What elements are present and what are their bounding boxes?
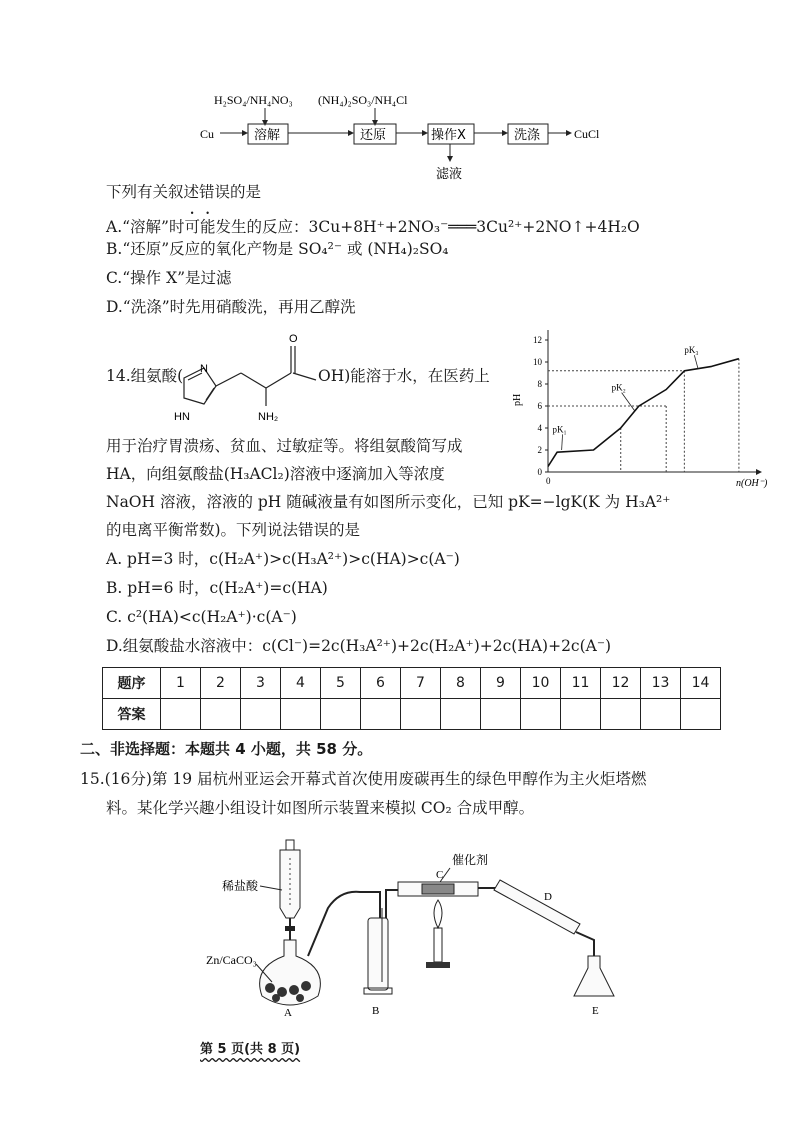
chart-annotation: pK₁ (552, 424, 567, 435)
answer-table-label-answer: 答案 (103, 699, 161, 730)
answer-cell[interactable] (241, 699, 281, 730)
q14-option-d: D.组氨酸盐水溶液中：c(Cl⁻)=2c(H₃A²⁺)+2c(H₂A⁺)+2c(HA)+2c(A⁻) (106, 637, 612, 655)
answer-cell[interactable] (521, 699, 561, 730)
apparatus-diagram (200, 828, 630, 1018)
flow-step1: 溶解 (254, 128, 281, 143)
chart-y-tick-label: 2 (537, 445, 542, 455)
flow-reagent2: (NH₄)₂SO₃/NH₄Cl (318, 93, 408, 107)
answer-num: 4 (281, 668, 321, 699)
answer-num: 10 (521, 668, 561, 699)
answer-cell[interactable] (321, 699, 361, 730)
flow-step4: 洗涤 (514, 128, 541, 143)
mol-nh2: NH₂ (258, 411, 279, 423)
answer-num: 2 (201, 668, 241, 699)
answer-cell[interactable] (561, 699, 601, 730)
flow-step3: 操作X (431, 128, 466, 143)
answer-num: 8 (441, 668, 481, 699)
answer-table-header-row (103, 668, 721, 699)
q13-a-post: 发生的反应：3Cu+8H⁺+2NO₃⁻═══3Cu²⁺+2NO↑+4H₂O (215, 218, 640, 236)
q13-option-b: B.“还原”反应的氧化产物是 SO₄²⁻ 或 (NH₄)₂SO₄ (106, 240, 449, 258)
answer-cell[interactable] (161, 699, 201, 730)
chart-annotation-pointer (622, 393, 635, 411)
chart-y-tick-label: 4 (537, 423, 542, 433)
ph-titration-chart (508, 330, 768, 500)
q14-intro-pre: 14.组氨酸( (106, 367, 184, 385)
answer-num: 1 (161, 668, 201, 699)
flow-start: Cu (200, 127, 215, 141)
q13-stem: 下列有关叙述错误的是 (106, 183, 262, 201)
answer-num: 3 (241, 668, 281, 699)
answer-cell[interactable] (481, 699, 521, 730)
answer-num: 6 (361, 668, 401, 699)
answer-cell[interactable] (281, 699, 321, 730)
answer-num: 14 (681, 668, 721, 699)
label-e: E (592, 1005, 599, 1017)
label-acid: 稀盐酸 (222, 879, 259, 893)
answer-cell[interactable] (641, 699, 681, 730)
label-c: C (436, 869, 444, 881)
mol-hn: HN (174, 411, 190, 423)
section2-heading: 二、非选择题：本题共 4 小题，共 58 分。 (80, 740, 373, 758)
answer-cell[interactable] (201, 699, 241, 730)
q14-intro-post: OH)能溶于水，在医药上 (318, 367, 490, 385)
q13-a-dot: 可能 (184, 218, 216, 236)
answer-num: 11 (561, 668, 601, 699)
chart-annotation: pK₃ (684, 345, 699, 356)
page-footer: 第 5 页(共 8 页) (200, 1042, 301, 1057)
q13-option-d: D.“洗涤”时先用硝酸洗，再用乙醇洗 (106, 298, 356, 316)
q14-option-a: A. pH=3 时，c(H₂A⁺)>c(H₃A²⁺)>c(HA)>c(A⁻) (106, 550, 460, 568)
answer-num: 7 (401, 668, 441, 699)
chart-y-label: pH (512, 393, 523, 406)
chart-series-line (548, 359, 739, 467)
answer-num: 12 (601, 668, 641, 699)
chart-annotation: pK₂ (611, 382, 626, 393)
answer-cell[interactable] (401, 699, 441, 730)
chart-x-arrow (756, 469, 762, 475)
q14-line2: 用于治疗胃溃疡、贫血、过敏症等。将组氨酸简写成 (106, 437, 463, 455)
flow-product: CuCl (574, 127, 600, 141)
chart-x-tick-label: 0 (546, 476, 551, 486)
flow-step2: 还原 (360, 128, 387, 143)
flow-byproduct: 滤液 (436, 167, 463, 182)
q13-a-pre: A.“溶解”时 (106, 218, 185, 236)
chart-y-tick-label: 10 (533, 357, 542, 367)
histidine-structure (166, 328, 336, 428)
q14-line4: NaOH 溶液，溶液的 pH 随碱液量有如图所示变化，已知 pK=−lgK(K 为 H₃A²⁺ (106, 493, 671, 511)
q15-line2: 料。某化学兴趣小组设计如图所示装置来模拟 CO₂ 合成甲醇。 (106, 799, 535, 817)
chart-annotation-pointer (562, 434, 563, 450)
answer-cell[interactable] (681, 699, 721, 730)
q14-line3: HA，向组氨酸盐(H₃ACl₂)溶液中逐滴加入等浓度 (106, 465, 445, 483)
flow-reagent1: H₂SO₄/NH₄NO₃ (214, 93, 293, 107)
label-b: B (372, 1005, 380, 1017)
answer-table-label-number: 题序 (103, 668, 161, 699)
q14-option-c: C. c²(HA)<c(H₂A⁺)·c(A⁻) (106, 608, 297, 626)
mol-o: O (289, 333, 298, 345)
answer-num: 13 (641, 668, 681, 699)
answer-table-answer-row (103, 699, 721, 730)
chart-y-tick-label: 0 (537, 467, 542, 477)
answer-cell[interactable] (441, 699, 481, 730)
label-a: A (284, 1007, 292, 1018)
chart-y-tick-label: 12 (533, 335, 542, 345)
label-solid: Zn/CaCO₃ (206, 953, 257, 967)
label-catalyst: 催化剂 (452, 853, 489, 867)
chart-y-tick-label: 6 (537, 401, 542, 411)
q14-line5: 的电离平衡常数)。下列说法错误的是 (106, 521, 361, 539)
label-d: D (544, 891, 552, 903)
answer-num: 9 (481, 668, 521, 699)
chart-y-tick-label: 8 (537, 379, 542, 389)
answer-cell[interactable] (601, 699, 641, 730)
q15-line1: 15.(16分)第 19 届杭州亚运会开幕式首次使用废碳再生的绿色甲醇作为主火炬塔燃 (80, 770, 647, 788)
answer-num: 5 (321, 668, 361, 699)
chart-annotation-pointer (694, 355, 698, 368)
flow-diagram (200, 86, 640, 186)
q13-option-c: C.“操作 X”是过滤 (106, 269, 232, 287)
answer-table (102, 667, 721, 730)
mol-n: N (200, 363, 208, 375)
q14-option-b: B. pH=6 时，c(H₂A⁺)=c(HA) (106, 579, 328, 597)
answer-cell[interactable] (361, 699, 401, 730)
q13-option-a (106, 209, 640, 239)
chart-x-label: n(OH⁻) (736, 478, 768, 489)
